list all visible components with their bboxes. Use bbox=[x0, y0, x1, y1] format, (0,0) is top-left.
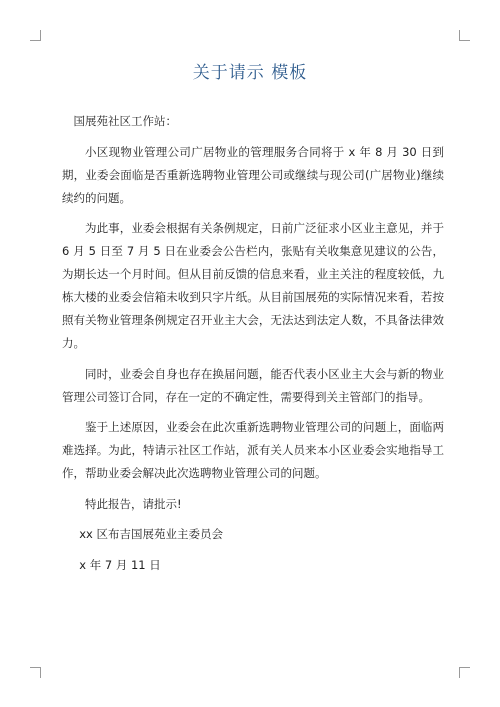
corner-mark-bottom-left bbox=[30, 667, 41, 678]
signature: xx 区布吉国展苑业主委员会 bbox=[79, 527, 224, 541]
paragraph-2: 为此事，业委会根据有关条例规定，日前广泛征求小区业主意见，并于 6 月 5 日至 7 月 5 日在业委会公告栏内，张贴有关收集意见建议的公告，为期长达一个月时间。但从目前反馈的信息来看，业主关注的程度较低，九栋大楼的业委会信箱未收到只字片纸。从目前国展苑的实际情况来看，若按照有关物业管理条例规定召开业主大会，无法达到法定人数，不具备法律效力。 bbox=[62, 221, 444, 350]
paragraph-3: 同时，业委会自身也存在换届问题，能否代表小区业主大会与新的物业管理公司签订合同，存在一定的不确定性，需要得到关主管部门的指导。 bbox=[62, 366, 444, 404]
paragraph-1: 小区现物业管理公司广居物业的管理服务合同将于 x 年 8 月 30 日到期，业委会面临是否重新选聘物业管理公司或继续与现公司(广居物业)继续续约的问题。 bbox=[62, 144, 444, 205]
closing-line: 特此报告，请批示! bbox=[85, 496, 182, 511]
corner-mark-bottom-right bbox=[459, 667, 470, 678]
date: x 年 7 月 11 日 bbox=[79, 557, 161, 572]
document-title: 关于请示 模板 bbox=[192, 63, 308, 83]
corner-mark-top-left bbox=[30, 30, 41, 41]
paragraph-4: 鉴于上述原因，业委会在此次重新选聘物业管理公司的问题上，面临两难选择。为此，特请示社区工作站，派有关人员来本小区业委会实地指导工作，帮助业委会解决此次选聘物业管理公司的问题。 bbox=[62, 420, 444, 480]
salutation: 国展苑社区工作站： bbox=[73, 114, 177, 128]
document-body bbox=[62, 110, 444, 584]
corner-mark-top-right bbox=[459, 30, 470, 41]
